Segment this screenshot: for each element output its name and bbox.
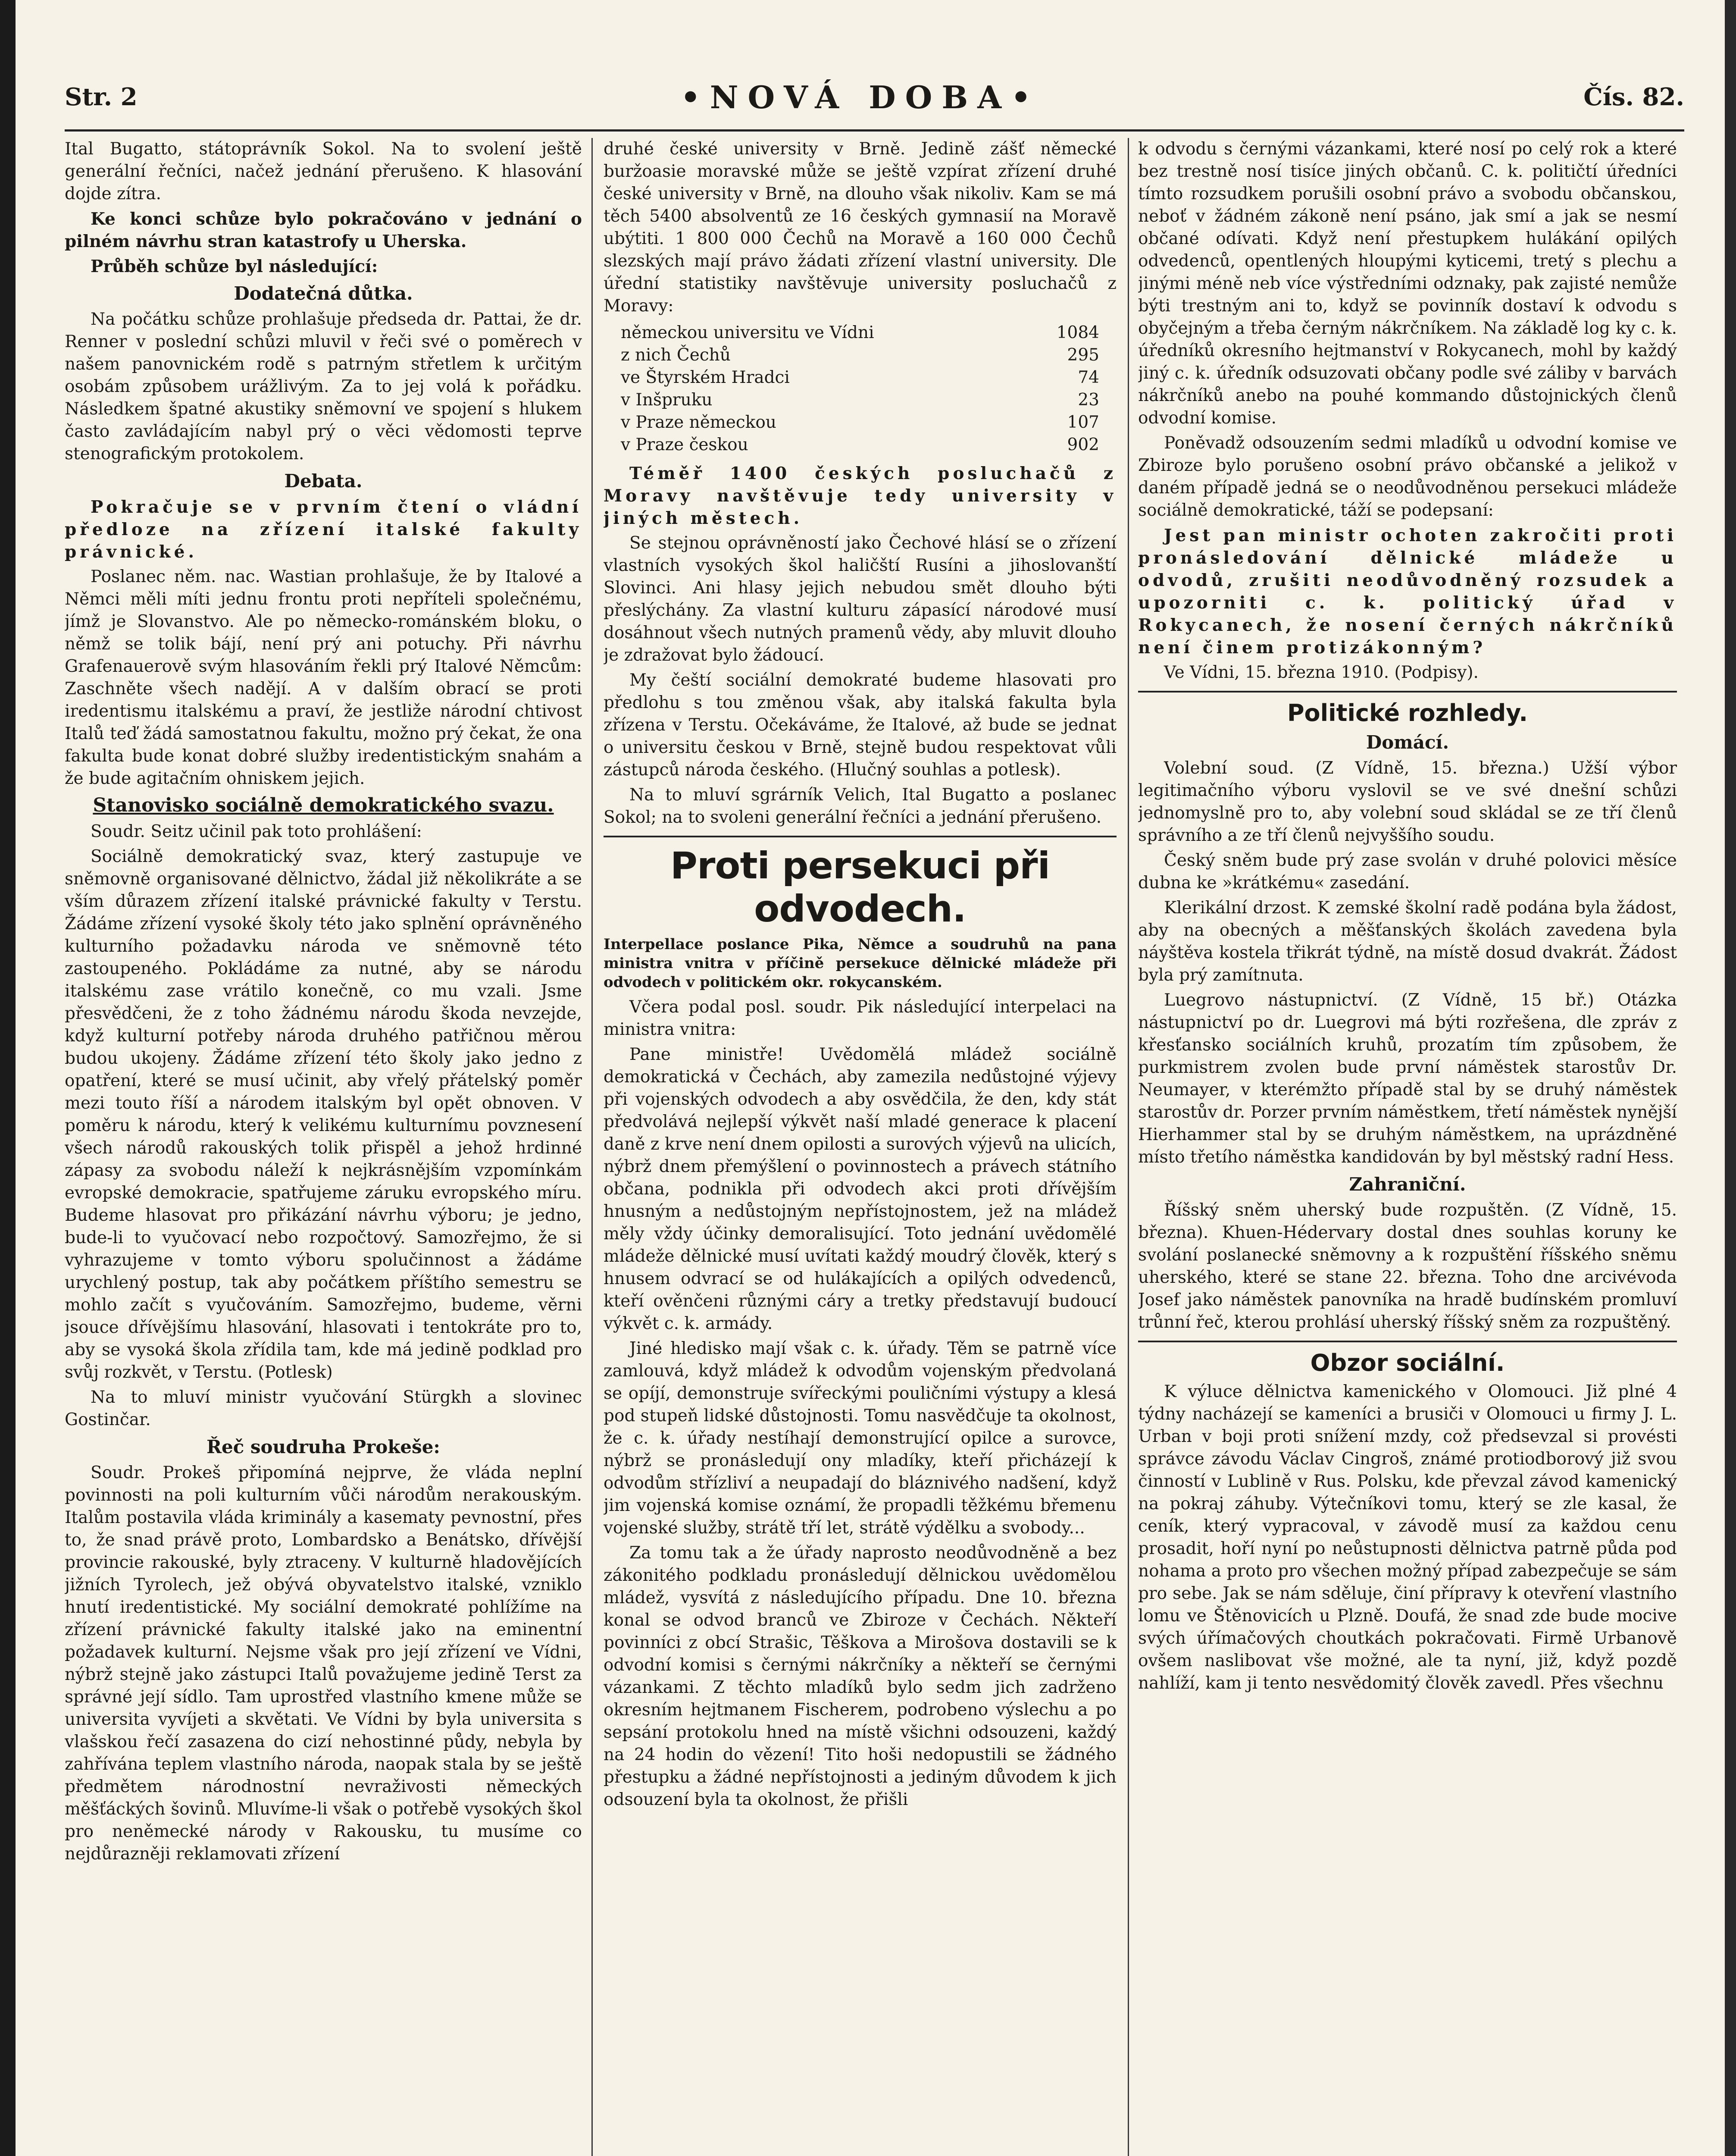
paragraph: Včera podal posl. soudr. Pik následující interpelaci na ministra vnitra: <box>604 997 1117 1039</box>
table-row <box>604 389 1117 411</box>
stat-label: z nich Čechů <box>621 345 731 365</box>
paragraph: Se stejnou oprávněností jako Čechové hlásí se o zřízení vlastních vysokých škol haličští Rusíni a jihoslovanští Slovinci. Ani hlasy jejich nebudou smět dlouho býti přeslýchány. Za vlastní kulturu zápasící národové musí dosáhnout všech nutných pramenů vědy, aby mluvit dlouho je zdražovat bylo žádoucí. <box>604 533 1117 665</box>
stat-value: 1084 <box>1056 323 1099 342</box>
stat-label: německou universitu ve Vídni <box>621 323 874 342</box>
scan-edge-left <box>0 0 16 2156</box>
subheading: Zahraniční. <box>1349 1174 1466 1195</box>
paragraph: Jest pan ministr ochoten zakročiti proti pronásledování dělnické mládeže u odvodů, zrušiti neodůvodněný rozsudek a upozorniti c. k. politický úřad v Rokycanech, že nosení černých nákrčníků není činem protizákonným? <box>1138 526 1677 658</box>
section-heading: Stanovisko sociálně demokratického svazu. <box>93 794 554 816</box>
stat-label: v Inšpruku <box>621 390 713 410</box>
paragraph: Říšský sněm uherský bude rozpuštěn. (Z Vídně, 15. března). Khuen-Hédervary dostal dnes souhlas koruny ke svolání poslanecké sněmovny a k rozpuštění říšského sněmu uherského, které se stane 22. března. Toho dne arcivévoda Josef jako náměstek panovníka na hradě budínském promluví trůnní řeč, kterou prohlásí uherský říšský sněm za rozpuštěný. <box>1138 1200 1677 1332</box>
stat-value: 74 <box>1078 368 1099 387</box>
page-header <box>65 65 1684 132</box>
paragraph: Jiné hledisko mají však c. k. úřady. Těm se patrně více zamlouvá, když mládež k odvodům vojenským předvolaná se opíjí, demonstruje svířeckými pouličními výstupy a klesá pod stupeň lidské důstojnosti. Tomu nasvědčuje ta okolnost, že c. k. úřady nestíhají demonstrující opilce a surovce, nýbrž se pronásledují ony mladíky, kteří přicházejí k odvodům střízliví a neupadají do bláznivého nadšení, když jim vojenská komise oznámí, že propadli těžkému břemenu vojenské služby, strátě tří let, strátě výdělku a svobody... <box>604 1339 1117 1538</box>
subheading: Debata. <box>284 470 363 492</box>
paragraph: Ke konci schůze bylo pokračováno v jednání o pilném návrhu stran katastrofy u Uherska. <box>65 209 582 251</box>
paragraph: Poněvadž odsouzením sedmi mladíků u odvodní komise ve Zbiroze bylo porušeno osobní právo občanské a jelikož v daném případě jedná se o neodůvodněnou persekuci mládeže sociálně demokratické, táží se podepsaní: <box>1138 433 1677 520</box>
article-title: Proti persekuci při odvodech. <box>670 844 1050 931</box>
paragraph: Ital Bugatto, státoprávník Sokol. Na to svolení ještě generální řečníci, načež jednání přerušeno. K hlasování dojde zítra. <box>65 139 582 204</box>
masthead-title: •NOVÁ DOBA• <box>680 78 1041 116</box>
column-2 <box>604 138 1117 2156</box>
paragraph: Na to mluví sgrárník Velich, Ital Bugatto a poslanec Sokol; na to svoleni generální řečníci a jednání přerušeno. <box>604 785 1117 827</box>
paragraph: K výluce dělnictva kamenického v Olomouci. Již plné 4 týdny nacházejí se kameníci a brusiči v Olomouci u firmy J. L. Urban v boji proti snížení mzdy, což předsevzal si provésti správce závodu Václav Cingroš, známé protiodborový již svou činností v Lublině v Rus. Polsku, kde převzal závod kamenický na pokraj záhuby. Výtečníkovi tomu, který se zle kasal, že ceník, který vypracoval, v závodě musí za každou cenu prosadit, hoří nyní po neůstupnosti dělnictva patrně půda pod nohama a proto pro všechen možný případ zabezpečuje se sám pro sebe. Jak se nám sděluje, činí přípravy k otevření vlastního lomu ve Štěnovicích u Plzně. Doufá, že snad zde bude mocive svých úřímačových choutkách pokračovati. Firmě Urbanově ovšem naslibovat vše možné, ale ta nyní, již, když pozdě nahlíží, kam ji tento nesvědomitý člověk zavedl. Přes všechnu <box>1138 1382 1677 1693</box>
paragraph: druhé české university v Brně. Jedině zášť německé buržoasie moravské může se ještě vzpírat zřízení druhé české university v Brně, na dlouho však nikoliv. Kam se má těch 5400 absolventů ze 16 českých gymnasií na Moravě ubýtiti. 1 800 000 Čechů na Moravě a 160 000 Čechů slezských mají právo žádati zřízení vlastní university. Dle úřední statistiky navštěvuje university posluchačů z Moravy: <box>604 139 1117 316</box>
issue-number: Čís. 82. <box>1583 83 1684 111</box>
paragraph: Téměř 1400 českých posluchačů z Moravy navštěvuje tedy university v jiných městech. <box>604 464 1117 528</box>
subheading: Řeč soudruha Prokeše: <box>206 1436 440 1457</box>
divider <box>604 836 1117 837</box>
paragraph: Klerikální drzost. K zemské školní radě podána byla žádost, aby na obecných a měšťanských školách zavedena byla náyštěva kostela třikrát týdně, na místě dosud dvakrát. Žádost byla prý zamítnuta. <box>1138 898 1677 985</box>
stat-value: 107 <box>1067 413 1099 432</box>
paragraph: Soudr. Seitz učinil pak toto prohlášení: <box>91 822 422 841</box>
divider <box>1138 1341 1677 1342</box>
table-row <box>604 367 1117 389</box>
subheading: Dodatečná důtka. <box>234 283 413 304</box>
table-row <box>604 344 1117 367</box>
paragraph: Na to mluví ministr vyučování Stürgkh a slovinec Gostinčar. <box>65 1388 582 1429</box>
paragraph: Český sněm bude prý zase svolán v druhé polovici měsíce dubna ke »krátkému« zasedání. <box>1138 851 1677 893</box>
table-row <box>604 322 1117 344</box>
paragraph: Pane ministře! Uvědomělá mládež sociálně demokratická v Čechách, aby zamezila nedůstojné výjevy při vojenských odvodech a aby osvědčila, že den, kdy stát předvolává nejlepší výkvět naší mladé generace k placení daně z krve není dnem opilosti a surových výjevů na ulicích, nýbrž dnem přemýšlení o povinnostech a právech státního občana, podnikla při odvodech akci proti dřívějším hnusným a nedůstojným nepřístojnostem, jež na mládež měly vždy účinky demoralisující. Toto jednání uvědomělé mládeže dělnické musí uvítati každý moudrý člověk, který s hnusem odvrací se od hulákajících a opilých odvedenců, kteří ověnčeni různými cáry a tretky představují budoucí výkvět c. k. armády. <box>604 1045 1117 1333</box>
paragraph: Volební soud. (Z Vídně, 15. března.) Užší výbor legitimačního výboru vyslovil se ve své dnešní schůzi jednomyslně pro to, aby volební soud skládal se ze tří členů správního a ze tří členů nejvyššího soudu. <box>1138 758 1677 845</box>
stat-value: 902 <box>1067 435 1099 454</box>
divider <box>1138 691 1677 693</box>
paragraph: Poslanec něm. nac. Wastian prohlašuje, že by Italové a Němci měli míti jednu frontu proti nepříteli společnému, jímž je Slovanstvo. Ale po německo-románském bloku, o němž se tolik bájí, není prý ani potuchy. Při návrhu Grafenauerově svým hlasováním řekli prý Italové Němcům: Zaschněte všech nadějí. A v dalším obrací se proti iredentismu italskému a praví, že jestliže národní chtivost Italů teď žádá samostatnou fakultu, možno prý čekat, že ona fakulta bude konat dobré služby iredentistickým snahám a že bude agitačním ohniskem jejich. <box>65 567 582 788</box>
stat-label: ve Štyrském Hradci <box>621 368 790 387</box>
paragraph: Soudr. Prokeš připomíná nejprve, že vláda neplní povinnosti na poli kulturním vůči národům nerakouským. Italům postavila vláda kriminály a kasematy pevnostní, přes to, že snad právě proto, Lombardsko a Benátsko, dřívější provincie rakouské, byly ztraceny. V kulturně hladovějících jižních Tyrolech, jež obývá obyvatelstvo italské, vzniklo hnutí iredentistické. My sociální demokraté pohlížíme na zřízení právnické fakulty italské jako na eminentní požadavek kulturní. Nejsme však pro její zřízení ve Vídni, nýbrž stejně jako zástupci Italů považujeme jedině Terst za správné její sídlo. Tam uprostřed vlastního kmene může se universita vyvíjeti a skvětati. Ve Vídni by byla universita s vlašskou řečí zasazena do cizí nehostinné půdy, nebyla by zahřívána teplem vlastního národa, naopak stala by se ještě předmětem národnostní nevraživosti německých měšťáckých šovinů. Mluvíme-li však o potřebě vysokých škol pro neněmecké národy v Rakousku, tu musíme co nejdůrazněji reklamovati zřízení <box>65 1463 582 1864</box>
section-title: Obzor sociální. <box>1310 1349 1505 1376</box>
section-title: Politické rozhledy. <box>1287 699 1528 727</box>
paragraph: Průběh schůze byl následující: <box>91 257 378 276</box>
paragraph: Pokračuje se v prvním čtení o vládní předloze na zřízení italské fakulty právnické. <box>65 497 582 562</box>
paragraph: My čeští sociální demokraté budeme hlasovati pro předlohu s tou změnou však, aby italská fakulta byla zřízena v Terstu. Očekáváme, že Italové, až bude se jednat o universitu českou v Brně, stejně budou respektovat vůli zástupců národa českého. (Hlučný souhlas a potlesk). <box>604 671 1117 780</box>
article-intro: Interpellace poslance Pika, Němce a soudruhů na pana ministra vnitra v příčině persekuce dělnické mládeže při odvodech v politickém okr. rokycanském. <box>604 936 1117 991</box>
stat-label: v Praze německou <box>621 413 776 432</box>
paragraph: Na počátku schůze prohlašuje předseda dr. Pattai, že dr. Renner v poslední schůzi mluvil v řeči své o poměrech v našem panovnickém rodě s patrným střetlem k určitým osobám způsobem urážlivým. Za to jej volá k pořádku. Následkem špatné akustiky sněmovní ve spojení s hlukem často zavládajícím nabyl prý o věci vědomosti teprve stenografickým protokolem. <box>65 310 582 464</box>
student-statistics-table <box>604 322 1117 456</box>
paragraph: Sociálně demokratický svaz, který zastupuje ve sněmovně organisované dělnictvo, žádal již několikráte a se vším důrazem zřízení italské právnické fakulty v Terstu. Žádáme zřízení vysoké školy této jako splnění oprávněného kulturního požadavku národa ve sněmovně této zastoupeného. Pokládáme za nutné, aby se národu italskému zase vrátilo konečně, co mu vzali. Jsme přesvědčeni, že z toho žádnému národu škoda nevzejde, když kulturní potřeby národa druhého patřičnou měrou budou ukojeny. Žádáme zřízení této školy jako jedno z opatření, které se musí učinit, aby vřelý přátelský poměr mezi touto říší a národem italským byl opět obnoven. V poměru k národu, který k velikému kulturnímu povznesení všech národů rakouských tolik přispěl a jehož hrdinné zápasy za svobodu náleží k nejkrásnějším vzpomínkám evropské demokracie, spatřujeme záruku evropského míru. Budeme hlasovat pro přikázání návrhu výboru; je jedno, bude-li to vyučovací nebo rozpočtový. Samozřejmo, že si vyhrazujeme v tomto výboru spolučinnost a žádáme urychlený postup, tak aby počátkem příštího semestru se mohlo začít s vyučováním. Samozřejmo, budeme, věrni jsouce dřívějšímu hlasování, hlasovati i tentokráte pro to, aby se vysoká škola zřídila tam, kde má jedině podklad pro svůj rozkvět, v Terstu. (Potlesk) <box>65 847 582 1382</box>
page-number: Str. 2 <box>65 83 138 111</box>
paragraph: Za tomu tak a že úřady naprosto neodůvodněně a bez zákonitého podkladu pronásledují dělnickou uvědomělou mládež, vysvítá z následujícího případu. Dne 10. března konal se odvod branců ve Zbiroze v Čechách. Někteří povinníci z obcí Strašic, Těškova a Mirošova dostavili se k odvodní komisi s černými nákrčníky a někteří se černými vázankami. Z těchto mladíků bylo sedm jich zadrženo okresním hejtmanem Fischerem, podrobeno výslechu a po sepsání protokolu hned na místě všichni odsouzeni, každý na 24 hodin do vězení! Tito hoši nedopustili se žádného přestupku a žádné nepřístojnosti a jediným důvodem k jich odsouzení byla ta okolnost, že přišli <box>604 1543 1117 1809</box>
paragraph: Ve Vídni, 15. března 1910. (Podpisy). <box>1164 663 1479 682</box>
paragraph: Luegrovo nástupnictví. (Z Vídně, 15 bř.) Otázka nástupnictví po dr. Luegrovi má býti rozřešena, dle zpráv z křesťansko sociálních kruhů, prozatím tím způsobem, že purkmistrem zvolen bude první náměstek starostův Dr. Neumayer, v kterémžto případě stal by se druhý náměstek starostův dr. Porzer prvním náměstkem, třetí náměstek nynější Hierhammer stal by se druhým náměstkem, na uprázdněné místo třetího náměstka kandidován by byl městský radní Hess. <box>1138 990 1677 1167</box>
stat-value: 23 <box>1078 390 1099 410</box>
table-row <box>604 434 1117 456</box>
stat-value: 295 <box>1067 345 1099 365</box>
column-3 <box>1138 138 1677 2156</box>
stat-label: v Praze českou <box>621 435 748 454</box>
column-1 <box>65 138 582 2156</box>
table-row <box>604 411 1117 434</box>
columns <box>65 138 1677 2156</box>
scan-edge-right <box>1725 0 1736 2156</box>
subheading: Domácí. <box>1366 732 1449 753</box>
paragraph: k odvodu s černými vázankami, které nosí po celý rok a které bez trestně nosí tisíce jiných občanů. C. k. političtí úředníci tímto rozsudkem porušili osobní právo a svobodu občanskou, neboť v žádném zákoně není psáno, jak smí a jak se nesmí občané odívati. Když není přestupkem hulákání opilých odvedenců, opentlených hloupými kyticemi, tretý s plechu a jinými méně neb více výstředními odznaky, pak zajisté nemůže býti trestným ani to, když se povinník dostaví k odvodu s obyčejným a třeba černým nákrčníkem. Na základě log ky c. k. úředníků okresního hejtmanství v Rokycanech, mohl by každý jiný c. k. úředník odsuzovati občany podle své záliby v barvách nákrčníků anebo na pouhé kommando důstojnických členů odvodní komise. <box>1138 139 1677 428</box>
